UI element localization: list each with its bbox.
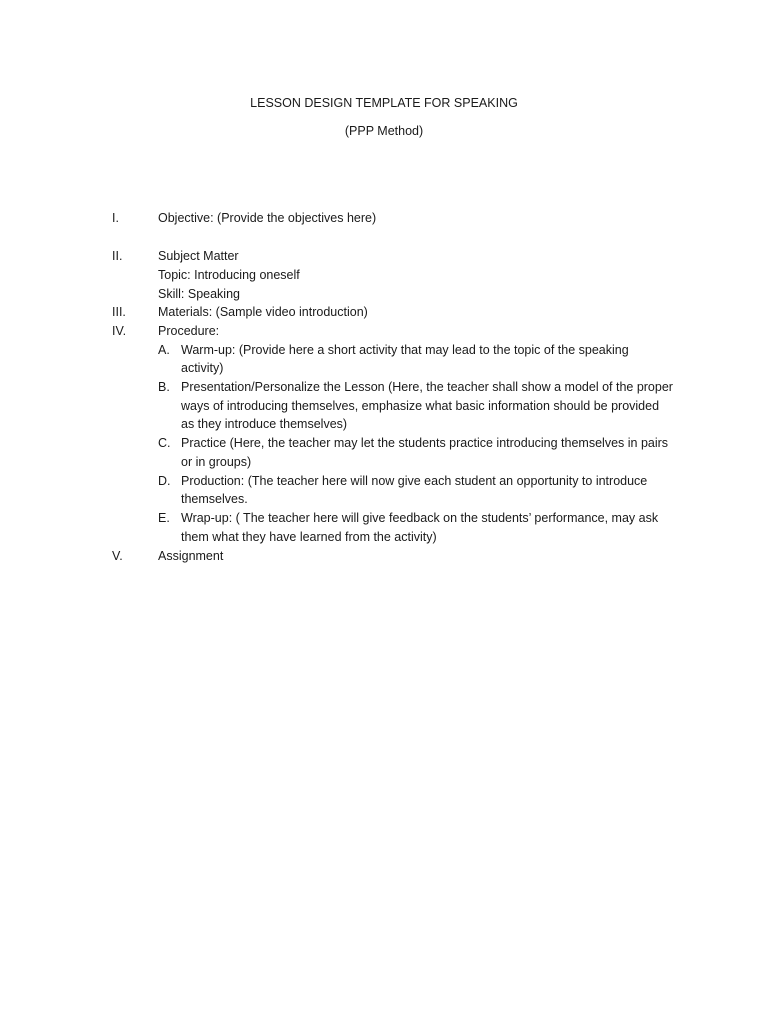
section-numeral-ii: II. <box>112 249 123 263</box>
procedure-letter-a: A. <box>158 343 170 357</box>
procedure-production-line-2: themselves. <box>181 492 248 506</box>
procedure-practice-line-2: or in groups) <box>181 455 252 469</box>
section-procedure: Procedure: <box>158 324 220 338</box>
procedure-wrapup-line-1: Wrap-up: ( The teacher here will give feedback on the students’ performance, may ask <box>181 511 659 525</box>
procedure-letter-e: E. <box>158 511 170 525</box>
procedure-practice-line-1: Practice (Here, the teacher may let the students practice introducing themselves in pairs <box>181 436 669 450</box>
section-numeral-iv: IV. <box>112 324 127 338</box>
section-numeral-i: I. <box>112 211 119 225</box>
document-title: LESSON DESIGN TEMPLATE FOR SPEAKING <box>250 96 518 110</box>
procedure-warmup-line-1: Warm-up: (Provide here a short activity that may lead to the topic of the speaking <box>181 343 629 357</box>
procedure-wrapup-line-2: them what they have learned from the activity) <box>181 530 437 544</box>
procedure-presentation-line-2: ways of introducing themselves, emphasize what basic information should be provided <box>181 399 660 413</box>
procedure-presentation-line-3: as they introduce themselves) <box>181 417 348 431</box>
section-numeral-v: V. <box>112 549 123 563</box>
procedure-production-line-1: Production: (The teacher here will now give each student an opportunity to introduce <box>181 474 648 488</box>
document-subtitle: (PPP Method) <box>344 124 424 138</box>
section-subject-matter: Subject Matter <box>158 249 239 263</box>
section-materials: Materials: (Sample video introduction) <box>158 305 368 319</box>
procedure-letter-d: D. <box>158 474 171 488</box>
procedure-warmup-line-2: activity) <box>181 361 224 375</box>
section-objective: Objective: (Provide the objectives here) <box>158 211 377 225</box>
procedure-letter-b: B. <box>158 380 170 394</box>
subject-skill: Skill: Speaking <box>158 287 240 301</box>
subject-topic: Topic: Introducing oneself <box>158 268 300 282</box>
section-numeral-iii: III. <box>112 305 126 319</box>
section-assignment: Assignment <box>158 549 224 563</box>
procedure-presentation-line-1: Presentation/Personalize the Lesson (Here, the teacher shall show a model of the proper <box>181 380 673 394</box>
procedure-letter-c: C. <box>158 436 171 450</box>
